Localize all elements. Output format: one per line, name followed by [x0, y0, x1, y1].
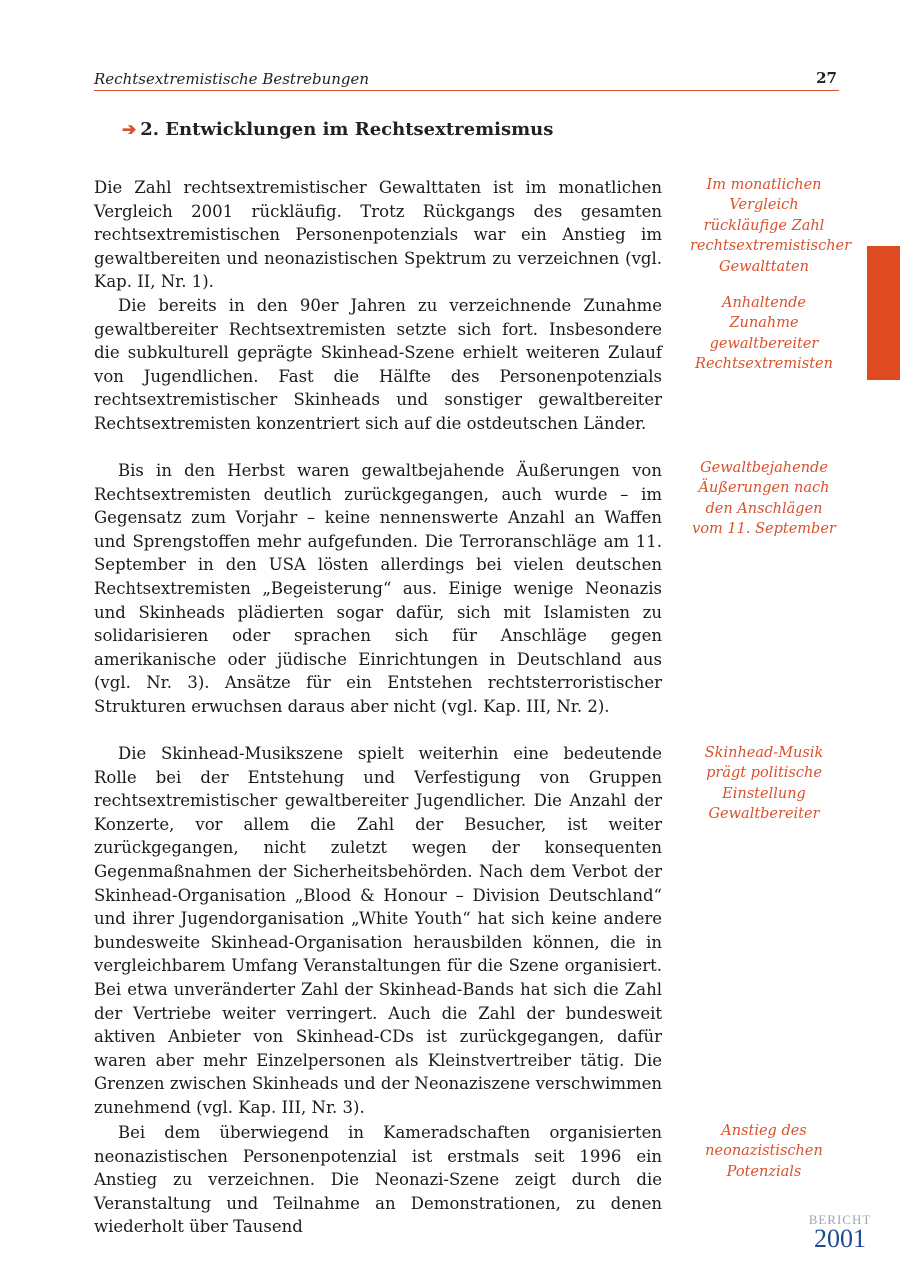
paragraph-4 — [94, 742, 662, 1120]
running-header — [94, 68, 839, 91]
margin-note-1: Im monatlichen Vergleich rückläufige Zahl rechtsextremistischer Gewalttaten — [690, 177, 852, 275]
paragraph-text: Die Skinhead-Musikszene spielt weiterhin eine bedeutende Rolle bei der Entstehung und Verfestigung von Gruppen rechtsextremistischer gewaltbereiter Jugendlicher. Die Anzahl der Konzerte, vor allem die Zahl der Besucher, ist weiter zurückgegangen, nicht zuletzt wegen der konsequenten Gegenmaßnahmen der Sicherheitsbehörden. Nach dem Verbot der Skinhead-Organisation „Blood & Honour – Division Deutschland“ und ihrer Jugendorganisation „White Youth“ hat sich keine andere bundesweite Skinhead-Organisation herausbilden können, die in vergleichbarem Umfang Veranstaltungen für die Szene organisiert. Bei etwa unveränderter Zahl der Skinhead-Bands hat sich die Zahl der Vertriebe weiter verringert. Auch die Zahl der bundesweit aktiven Anbieter von Skinhead-CDs ist zurückgegangen, dafür waren aber mehr Einzelpersonen als Kleinstvertreiber tätig. Die Grenzen zwischen Skinheads und der Neonaziszene verschwimmen zunehmend (vgl. Kap. III, Nr. 3). — [94, 744, 662, 1117]
margin-note-2: Anhaltende Zunahme gewaltbereiter Rechtsextremisten — [695, 295, 833, 373]
margin-note-3: Gewaltbejahende Äußerungen nach den Anschlägen vom 11. September — [692, 460, 836, 538]
logo-word: BERICHT — [808, 1212, 872, 1227]
section-heading-text: 2. Entwicklungen im Rechtsextremismus — [140, 119, 554, 140]
section-heading — [122, 119, 553, 140]
arrow-right-icon: ➔ — [122, 120, 137, 140]
chapter-thumb-tab — [867, 246, 900, 380]
paragraph-text: Bis in den Herbst waren gewaltbejahende Äußerungen von Rechtsextremisten deutlich zurückgegangen, auch wurde – im Gegensatz zum Vorjahr – keine nennenswerte Anzahl an Waffen und Sprengstoffen mehr aufgefunden. Die Terroranschläge am 11. September in den USA lösten allerdings bei vielen deutschen Rechtsextremisten „Begeisterung“ aus. Einige wenige Neonazis und Skinheads plädierten sogar dafür, sich mit Islamisten zu solidarisieren oder sprachen sich für Anschläge gegen amerikanische oder jüdische Einrichtungen in Deutschland aus (vgl. Nr. 3). Ansätze für ein Entstehen rechtsterroristischer Strukturen erwuchsen daraus aber nicht (vgl. Kap. III, Nr. 2). — [94, 461, 662, 716]
paragraph-text: Bei dem überwiegend in Kameradschaften organisierten neonazistischen Personenpotenzial ist erstmals seit 1996 ein Anstieg zu verzeichnen. Die Neonazi-Szene zeigt durch die Veranstaltung und Teilnahme an Demonstrationen, zu denen wiederholt über Tausend — [94, 1123, 662, 1237]
paragraph-1 — [94, 176, 662, 294]
margin-note-4: Skinhead-Musik prägt politische Einstellung Gewaltbereiter — [704, 745, 824, 823]
report-logo — [790, 1212, 890, 1254]
margin-note-5: Anstieg des neonazistischen Potenzials — [705, 1123, 823, 1180]
paragraph-text: Die bereits in den 90er Jahren zu verzeichnende Zunahme gewaltbereiter Rechtsextremisten setzte sich fort. Insbesondere die subkulturell geprägte Skinhead-Szene erhielt weiteren Zulauf von Jugendlichen. Fast die Hälfte des Personenpotenzials rechtsextremistischer Skinheads und sonstiger gewaltbereiter Rechtsextremisten konzentriert sich auf die ostdeutschen Länder. — [94, 296, 662, 433]
page-number: 27 — [816, 69, 837, 87]
logo-year: 2001 — [814, 1224, 866, 1253]
paragraph-3 — [94, 459, 662, 719]
paragraph-2 — [94, 294, 662, 436]
paragraph-5 — [94, 1121, 662, 1239]
running-title: Rechtsextremistische Bestrebungen — [94, 70, 370, 88]
paragraph-text: Die Zahl rechtsextremistischer Gewalttaten ist im monatlichen Vergleich 2001 rückläufig. Trotz Rückgangs des gesamten rechtsextremistischen Personenpotenzials war ein Anstieg im gewaltbereiten und neonazistischen Spektrum zu verzeichnen (vgl. Kap. II, Nr. 1). — [94, 178, 662, 292]
